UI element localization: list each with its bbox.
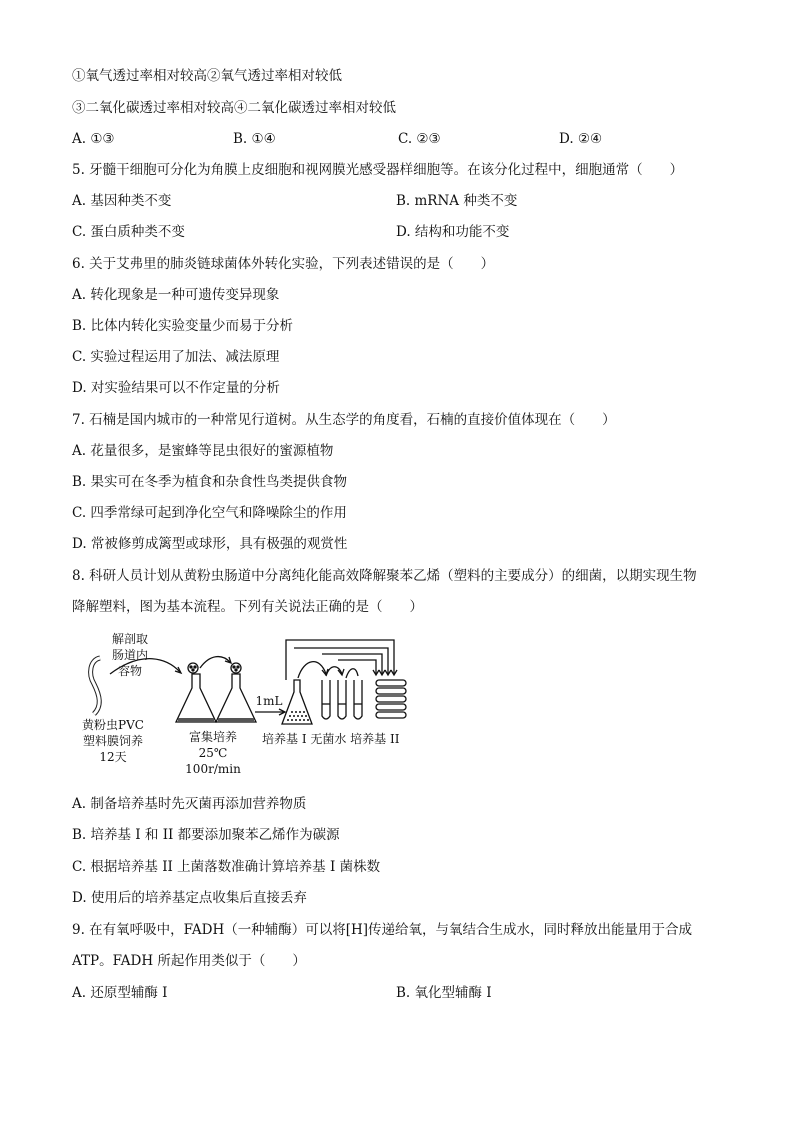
label-enrichment-line-1: 富集培养 <box>188 730 237 744</box>
q4-option-line-1: ①氧气透过率相对较高②氧气透过率相对较低 <box>72 68 342 84</box>
q5-choice-c: C. 蛋白质种类不变 <box>72 224 185 240</box>
label-enrichment-line-2: 25℃ <box>198 746 228 760</box>
enrichment-flask-2 <box>216 674 256 722</box>
q5-stem: 5. 牙髓干细胞可分化为角膜上皮细胞和视网膜光感受器样细胞等。在该分化过程中，细胞通常（ ） <box>72 162 684 178</box>
label-dissect-line-2: 肠道内 <box>111 648 148 662</box>
q7-choice-c: C. 四季常绿可起到净化空气和降噪除尘的作用 <box>72 505 347 521</box>
q9-choice-a: A. 还原型辅酶 I <box>72 985 168 1001</box>
label-transfer-volume: 1mL <box>255 694 283 708</box>
q6-choice-d: D. 对实验结果可以不作定量的分析 <box>72 380 280 396</box>
q4-option-line-2: ③二氧化碳透过率相对较高④二氧化碳透过率相对较低 <box>72 100 396 116</box>
q8-stem-line-2: 降解塑料，图为基本流程。下列有关说法正确的是（ ） <box>72 599 423 615</box>
label-media-row: 培养基 I 无菌水 培养基 II <box>262 732 400 746</box>
q7-choice-b: B. 果实可在冬季为植食和杂食性鸟类提供食物 <box>72 474 348 490</box>
label-dissect-line-3: 容物 <box>117 664 142 678</box>
q4-choice-b: B. ①④ <box>233 131 276 147</box>
q4-choices <box>72 131 752 147</box>
q9-choices <box>72 985 752 1001</box>
q5-choice-d: D. 结构和功能不变 <box>396 224 510 240</box>
q9-stem-line-1: 9. 在有氧呼吸中，FADH（一种辅酶）可以将[H]传递给氧，与氧结合生成水，同时释放出能量用于合成 <box>72 922 693 938</box>
q6-choice-a: A. 转化现象是一种可遗传变异现象 <box>72 287 280 303</box>
sterile-water-tube-3 <box>354 680 362 719</box>
q9-choice-b: B. 氧化型辅酶 I <box>396 985 492 1001</box>
q6-choice-b: B. 比体内转化实验变量少而易于分析 <box>72 318 294 334</box>
medium-one-flask <box>282 680 312 724</box>
label-enrichment-line-3: 100r/min <box>185 762 241 776</box>
sterile-water-tube-2 <box>338 680 346 719</box>
q7-choice-a: A. 花量很多，是蜜蜂等昆虫很好的蜜源植物 <box>72 443 334 459</box>
enrichment-flask-1 <box>176 674 216 722</box>
q7-stem: 7. 石楠是国内城市的一种常见行道树。从生态学的角度看，石楠的直接价值体现在（ ） <box>72 412 616 428</box>
q8-choice-c: C. 根据培养基 II 上菌落数准确计算培养基 I 菌株数 <box>72 859 381 875</box>
label-mealworm-line-3: 12天 <box>99 750 127 764</box>
q8-choice-b: B. 培养基 I 和 II 都要添加聚苯乙烯作为碳源 <box>72 827 340 843</box>
q8-choice-d: D. 使用后的培养基定点收集后直接丢弃 <box>72 890 307 906</box>
label-dissect-line-1: 解剖取 <box>111 632 148 646</box>
q8-choice-a: A. 制备培养基时先灭菌再添加营养物质 <box>72 796 307 812</box>
q4-choice-a: A. ①③ <box>72 131 115 147</box>
q5-choices-row-2 <box>72 224 752 240</box>
q6-stem: 6. 关于艾弗里的肺炎链球菌体外转化实验，下列表述错误的是（ ） <box>72 256 495 272</box>
sterile-water-tube-1 <box>322 680 330 719</box>
label-mealworm-line-2: 塑料膜饲养 <box>82 734 143 748</box>
q7-choice-d: D. 常被修剪成篱型或球形，具有极强的观赏性 <box>72 536 348 552</box>
q8-flow-diagram <box>72 630 442 780</box>
q4-choice-d: D. ②④ <box>559 131 603 147</box>
q9-stem-line-2: ATP。FADH 所起作用类似于（ ） <box>72 953 306 969</box>
q8-stem-line-1: 8. 科研人员计划从黄粉虫肠道中分离纯化能高效降解聚苯乙烯（塑料的主要成分）的细菌，以期实现生物 <box>72 568 697 584</box>
label-mealworm-line-1: 黄粉虫PVC <box>82 718 144 732</box>
q5-choices-row-1 <box>72 193 752 209</box>
q6-choice-c: C. 实验过程运用了加法、减法原理 <box>72 349 280 365</box>
q4-choice-c: C. ②③ <box>398 131 441 147</box>
q5-choice-b: B. mRNA 种类不变 <box>396 193 518 209</box>
medium-two-plate-stack <box>376 680 406 718</box>
q5-choice-a: A. 基因种类不变 <box>72 193 172 209</box>
